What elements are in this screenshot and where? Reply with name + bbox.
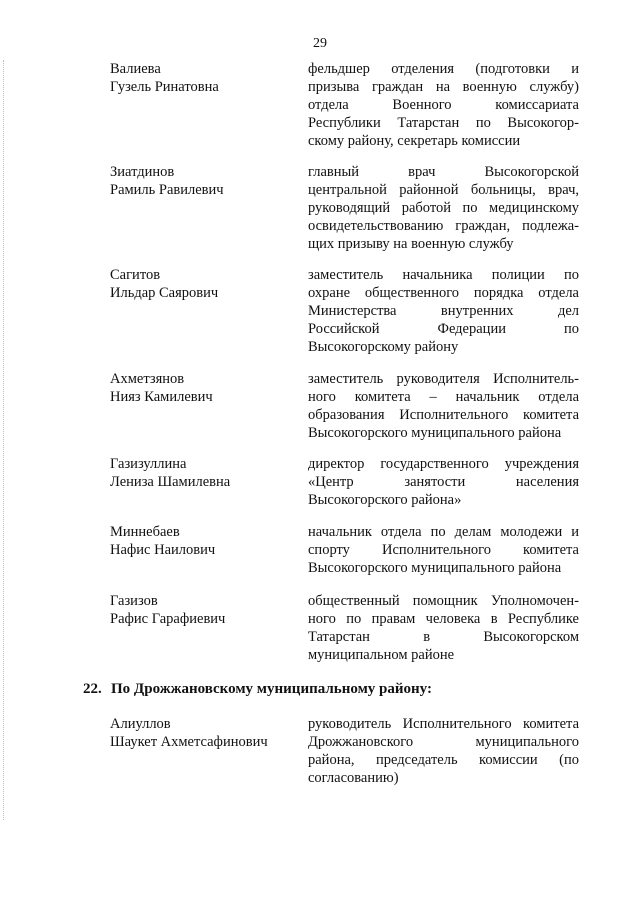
role-line: щих призыву на военную службу [308, 236, 514, 252]
left-margin-marks [3, 60, 5, 820]
role-line: ного комитета – начальник отдела [308, 389, 579, 405]
role-line: начальник отдела по делам молодежи и [308, 524, 579, 540]
role-description [308, 370, 579, 442]
given-names: Ильдар Саярович [110, 285, 219, 301]
role-line: Республики Татарстан по Высокогор- [308, 115, 579, 131]
given-names: Лениза Шамилевна [110, 474, 231, 490]
given-names: Нафис Наилович [110, 542, 216, 558]
role-line: заместитель руководителя Исполнитель- [308, 371, 579, 387]
role-line: спорту Исполнительного комитета [308, 542, 579, 558]
surname: Валиева [110, 61, 161, 77]
role-description [308, 715, 579, 787]
role-line: образования Исполнительного комитета [308, 407, 579, 423]
role-line: «Центр занятости населения [308, 474, 579, 490]
role-description [308, 266, 579, 356]
person-name [110, 715, 300, 751]
role-line: общественный помощник Уполномочен- [308, 593, 579, 609]
section-number: 22. [83, 681, 102, 697]
role-description [308, 455, 579, 509]
person-name [110, 370, 300, 406]
role-line: Высокогорского муниципального района [308, 425, 562, 441]
role-line: Дрожжановского муниципального [308, 734, 579, 750]
role-line: заместитель начальника полиции по [308, 267, 579, 283]
section-title: По Дрожжановскому муниципальному району: [111, 681, 432, 697]
person-name [110, 266, 300, 302]
section-heading [83, 681, 432, 698]
role-line: освидетельствованию граждан, подлежа- [308, 218, 579, 234]
role-line: Высокогорскому району [308, 339, 459, 355]
role-line: охране общественного порядка отдела [308, 285, 579, 301]
role-line: фельдшер отделения (подготовки и [308, 61, 579, 77]
person-name [110, 523, 300, 559]
role-description [308, 592, 579, 664]
surname: Газизуллина [110, 456, 187, 472]
role-line: главный врач Высокогорской [308, 164, 579, 180]
role-line: директор государственного учреждения [308, 456, 579, 472]
person-name [110, 455, 300, 491]
role-line: муниципальном районе [308, 647, 455, 663]
given-names: Шаукет Ахметсафинович [110, 734, 268, 750]
given-names: Нияз Камилевич [110, 389, 213, 405]
role-line: отдела Военного комиссариата [308, 97, 579, 113]
role-line: руководящий работой по медицинскому [308, 200, 579, 216]
role-line: Министерства внутренних дел [308, 303, 579, 319]
person-name [110, 163, 300, 199]
surname: Зиатдинов [110, 164, 175, 180]
person-name [110, 592, 300, 628]
surname: Алиуллов [110, 716, 171, 732]
person-name [110, 60, 300, 96]
surname: Газизов [110, 593, 158, 609]
surname: Ахметзянов [110, 371, 185, 387]
role-line: призыва граждан на военную службу) [308, 79, 579, 95]
role-description [308, 523, 579, 577]
surname: Миннебаев [110, 524, 180, 540]
role-line: Высокогорского муниципального района [308, 560, 562, 576]
role-line: скому району, секретарь комиссии [308, 133, 521, 149]
role-line: руководитель Исполнительного комитета [308, 716, 579, 732]
role-line: Российской Федерации по [308, 321, 579, 337]
given-names: Рамиль Равилевич [110, 182, 224, 198]
given-names: Рафис Гарафиевич [110, 611, 226, 627]
role-line: района, председатель комиссии (по [308, 752, 579, 768]
role-line: центральной районной больницы, врач, [308, 182, 579, 198]
role-line: согласованию) [308, 770, 399, 786]
surname: Сагитов [110, 267, 161, 283]
role-line: Высокогорского района» [308, 492, 462, 508]
role-line: ного по правам человека в Республике [308, 611, 579, 627]
role-description [308, 60, 579, 150]
role-line: Татарстан в Высокогорском [308, 629, 579, 645]
page-number: 29 [313, 36, 327, 51]
role-description [308, 163, 579, 253]
given-names: Гузель Ринатовна [110, 79, 219, 95]
